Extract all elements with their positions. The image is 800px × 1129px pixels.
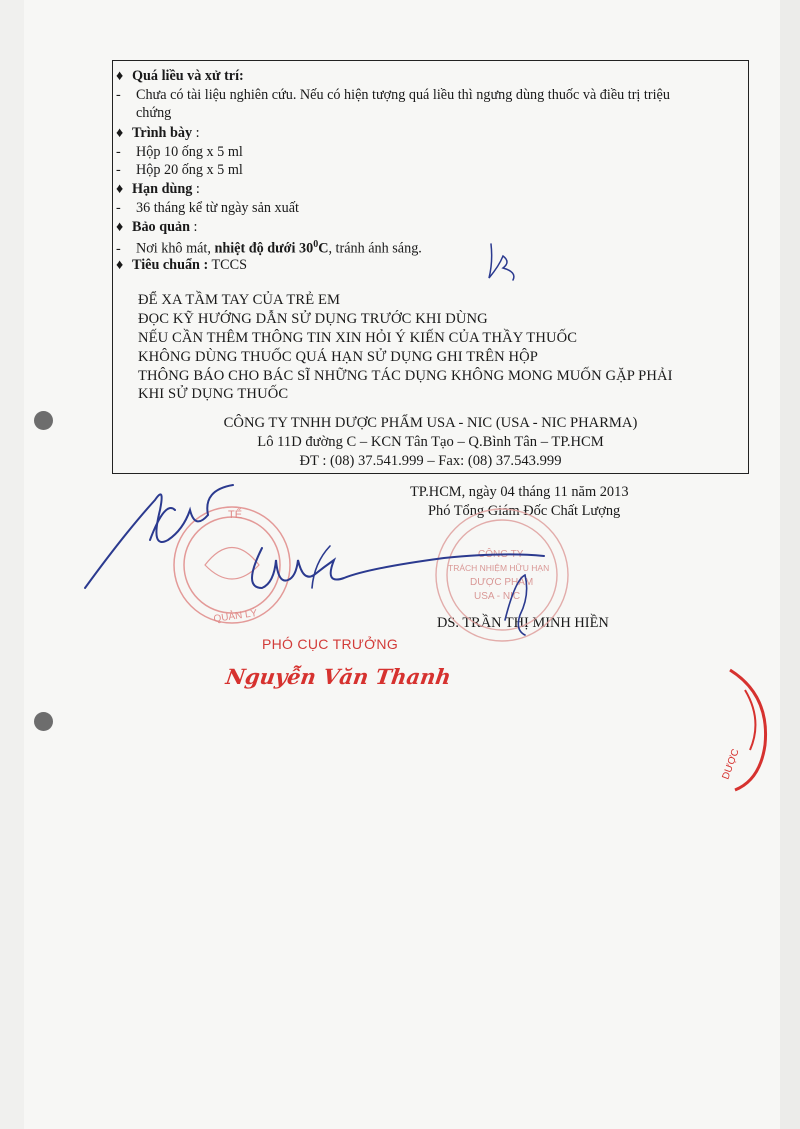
section-title: Quá liều và xử trí: xyxy=(132,68,244,84)
item-text: Chưa có tài liệu nghiên cứu. Nếu có hiện tượng quá liều thì ngưng dùng thuốc và điều trị triệu xyxy=(136,87,670,103)
section-presentation-heading xyxy=(116,124,200,142)
list-item xyxy=(116,199,299,217)
dash-marker: - xyxy=(116,162,121,178)
warning-line: ĐỂ XA TẦM TAY CỦA TRẺ EM xyxy=(138,292,341,308)
item-text: chứng xyxy=(136,105,172,121)
approval-title: PHÓ CỤC TRƯỞNG xyxy=(262,636,399,652)
edge-stamp-text: DƯỢC xyxy=(720,747,742,782)
section-storage-heading xyxy=(116,218,197,236)
date-line: TP.HCM, ngày 04 tháng 11 năm 2013 xyxy=(410,484,629,500)
approval-name: Nguyễn Văn Thanh xyxy=(224,664,453,689)
company-address: Lô 11D đường C – KCN Tân Tạo – Q.Bình Tân – TP.HCM xyxy=(257,434,604,450)
section-title: Hạn dùng xyxy=(132,181,193,197)
storage-text-bold: nhiệt độ dưới 30 xyxy=(214,240,314,257)
storage-unit: C xyxy=(318,240,329,257)
list-item xyxy=(116,86,670,104)
storage-text-pre: Nơi khô mát, xyxy=(136,240,215,257)
diamond-bullet-icon: ♦ xyxy=(116,181,124,197)
storage-degree-superscript: 0 xyxy=(313,239,319,250)
list-item xyxy=(116,143,243,161)
item-text: Hộp 20 ống x 5 ml xyxy=(136,162,243,178)
section-title: Bảo quản xyxy=(132,219,190,235)
company-stamp-text: DƯỢC PHẨM xyxy=(470,577,534,588)
company-stamp-text: TRÁCH NHIỆM HỮU HẠN xyxy=(448,563,550,573)
list-item-continuation xyxy=(136,104,171,122)
section-standard-heading xyxy=(116,256,247,274)
item-text: Hộp 10 ống x 5 ml xyxy=(136,144,243,160)
agency-stamp-text: QUẢN LÝ xyxy=(212,607,258,625)
warning-line: KHÔNG DÙNG THUỐC QUÁ HẠN SỬ DỤNG GHI TRÊN HỘP xyxy=(138,349,538,365)
warning-line: THÔNG BÁO CHO BÁC SĨ NHỮNG TÁC DỤNG KHÔNG MONG MUỐN GẶP PHẢI xyxy=(138,368,673,384)
company-stamp-text: USA - NIC xyxy=(474,591,521,602)
section-title-suffix: : xyxy=(192,125,200,141)
item-text: 36 tháng kể từ ngày sản xuất xyxy=(136,200,299,216)
storage-text-post: , tránh ánh sáng. xyxy=(328,240,422,257)
section-overdose-heading xyxy=(116,67,244,85)
punch-hole-top xyxy=(34,411,53,430)
diamond-bullet-icon: ♦ xyxy=(116,68,124,84)
list-item xyxy=(116,161,243,179)
section-title-suffix: : xyxy=(189,219,198,235)
diamond-bullet-icon: ♦ xyxy=(116,257,124,273)
diamond-bullet-icon: ♦ xyxy=(116,219,124,235)
company-contact: ĐT : (08) 37.541.999 – Fax: (08) 37.543.999 xyxy=(299,453,562,469)
company-name: CÔNG TY TNHH DƯỢC PHẨM USA - NIC (USA - NIC PHARMA) xyxy=(223,415,638,431)
section-title: Tiêu chuẩn : xyxy=(132,257,209,273)
warning-line: KHI SỬ DỤNG THUỐC xyxy=(138,386,289,402)
dash-marker: - xyxy=(116,144,121,160)
section-title: Trình bày xyxy=(132,125,193,141)
dash-marker: - xyxy=(116,200,121,216)
section-title-suffix: : xyxy=(192,181,200,197)
warning-line: NẾU CẦN THÊM THÔNG TIN XIN HỎI Ý KIẾN CỦA THẦY THUỐC xyxy=(138,330,578,346)
list-item xyxy=(116,236,422,258)
agency-stamp-text: TẾ xyxy=(228,509,243,521)
signer-position: Phó Tổng Giám Đốc Chất Lượng xyxy=(428,503,621,519)
warning-line: ĐỌC KỸ HƯỚNG DẪN SỬ DỤNG TRƯỚC KHI DÙNG xyxy=(138,311,488,327)
dash-marker: - xyxy=(116,87,121,103)
section-expiry-heading xyxy=(116,180,200,198)
punch-hole-bottom xyxy=(34,712,53,731)
dash-marker: - xyxy=(116,240,121,257)
diamond-bullet-icon: ♦ xyxy=(116,125,124,141)
company-stamp-text: CÔNG TY xyxy=(478,549,524,560)
standard-value: TCCS xyxy=(208,257,247,273)
signer-name: DS. TRẦN THỊ MINH HIỀN xyxy=(437,615,609,631)
